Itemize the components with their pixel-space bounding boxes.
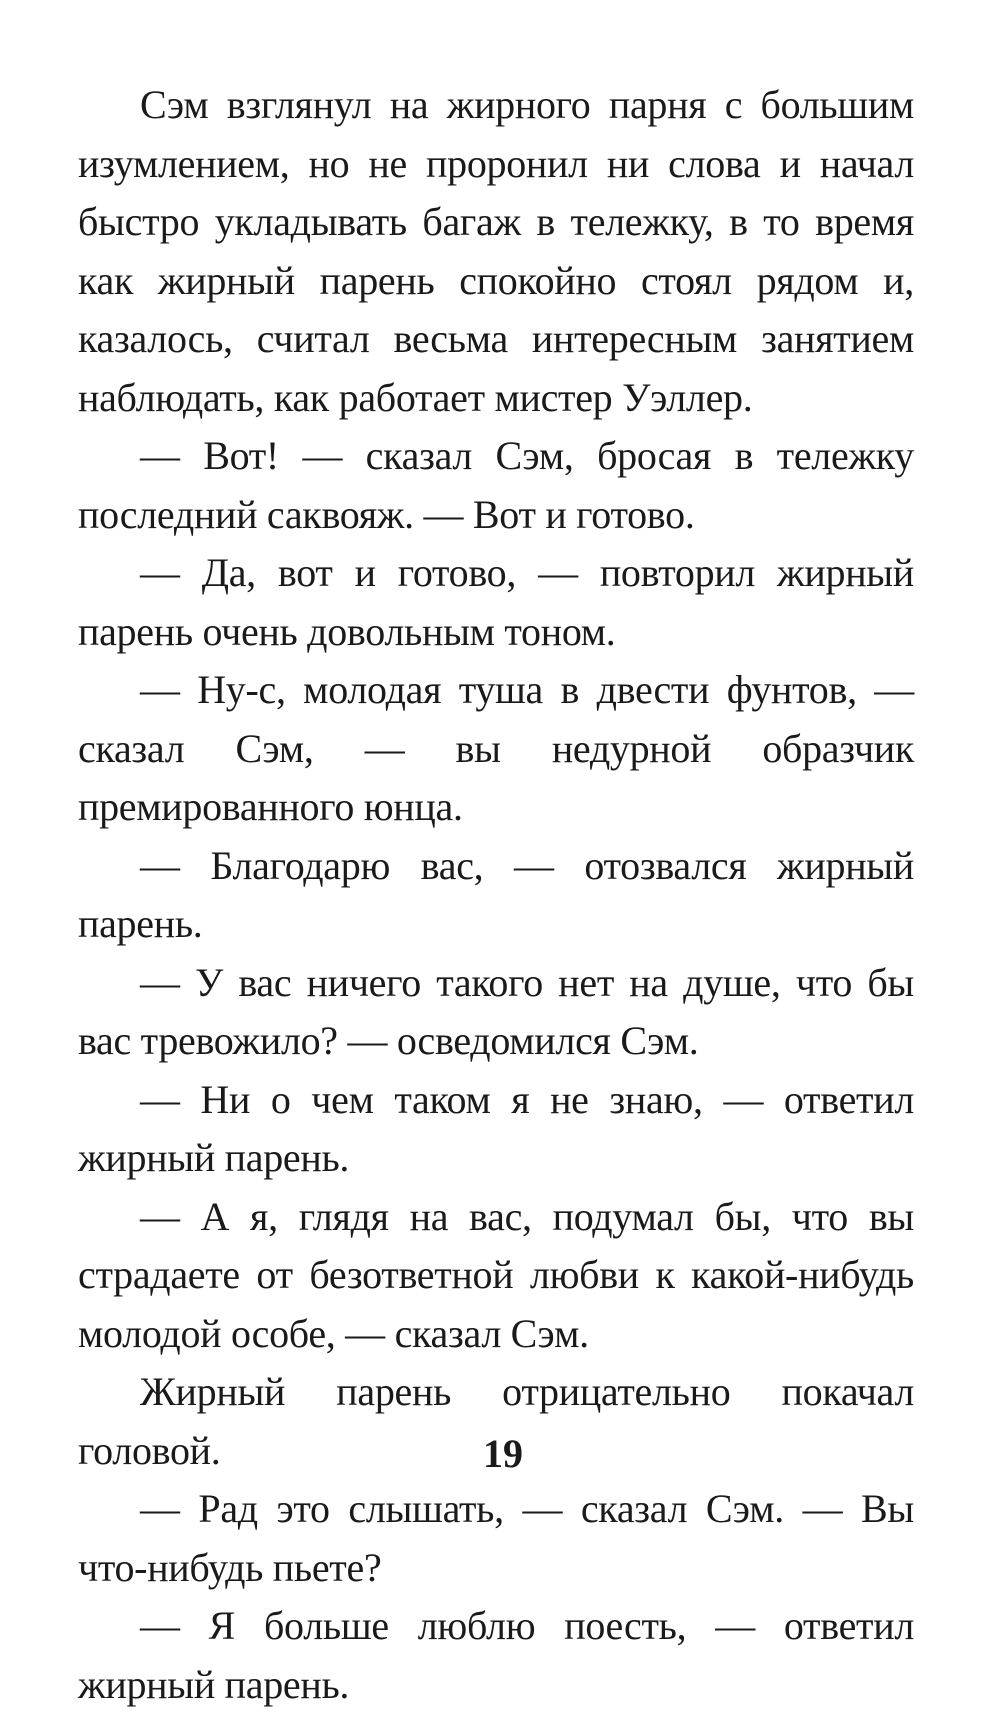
paragraph-1: Сэм взглянул на жирного парня с большим изумлением, но не проронил ни слова и начал быстро укладывать багаж в тележку, в то время как жирный парень спокойно стоял рядом и, казалось, считал весьма интересным занятием наблюдать, как работает мистер Уэллер. <box>78 82 914 420</box>
paragraph-6: — У вас ничего такого нет на душе, что бы вас тревожило? — осведомился Сэм. <box>78 959 914 1063</box>
paragraph-11: — Я больше люблю поесть, — ответил жирный парень. <box>78 1603 914 1707</box>
paragraph-10: — Рад это слышать, — сказал Сэм. — Вы что-нибудь пьете? <box>78 1486 914 1590</box>
paragraph-9: Жирный парень отрицательно покачал головой. <box>78 1369 914 1473</box>
paragraph-8: — А я, глядя на вас, подумал бы, что вы страдаете от безответной любви к какой-нибудь молодой особе, — сказал Сэм. <box>78 1193 914 1356</box>
paragraph-2: — Вот! — сказал Сэм, бросая в тележку последний саквояж. — Вот и готово. <box>78 433 914 537</box>
paragraph-3: — Да, вот и готово, — повторил жирный парень очень довольным тоном. <box>78 550 914 654</box>
paragraph-4: — Ну-с, молодая туша в двести фунтов, — сказал Сэм, — вы недурной образчик премированного юнца. <box>78 667 914 829</box>
page-number: 19 <box>483 1431 523 1476</box>
paragraph-5: — Благодарю вас, — отозвался жирный парень. <box>78 842 914 946</box>
paragraph-7: — Ни о чем таком я не знаю, — ответил жирный парень. <box>78 1076 914 1180</box>
